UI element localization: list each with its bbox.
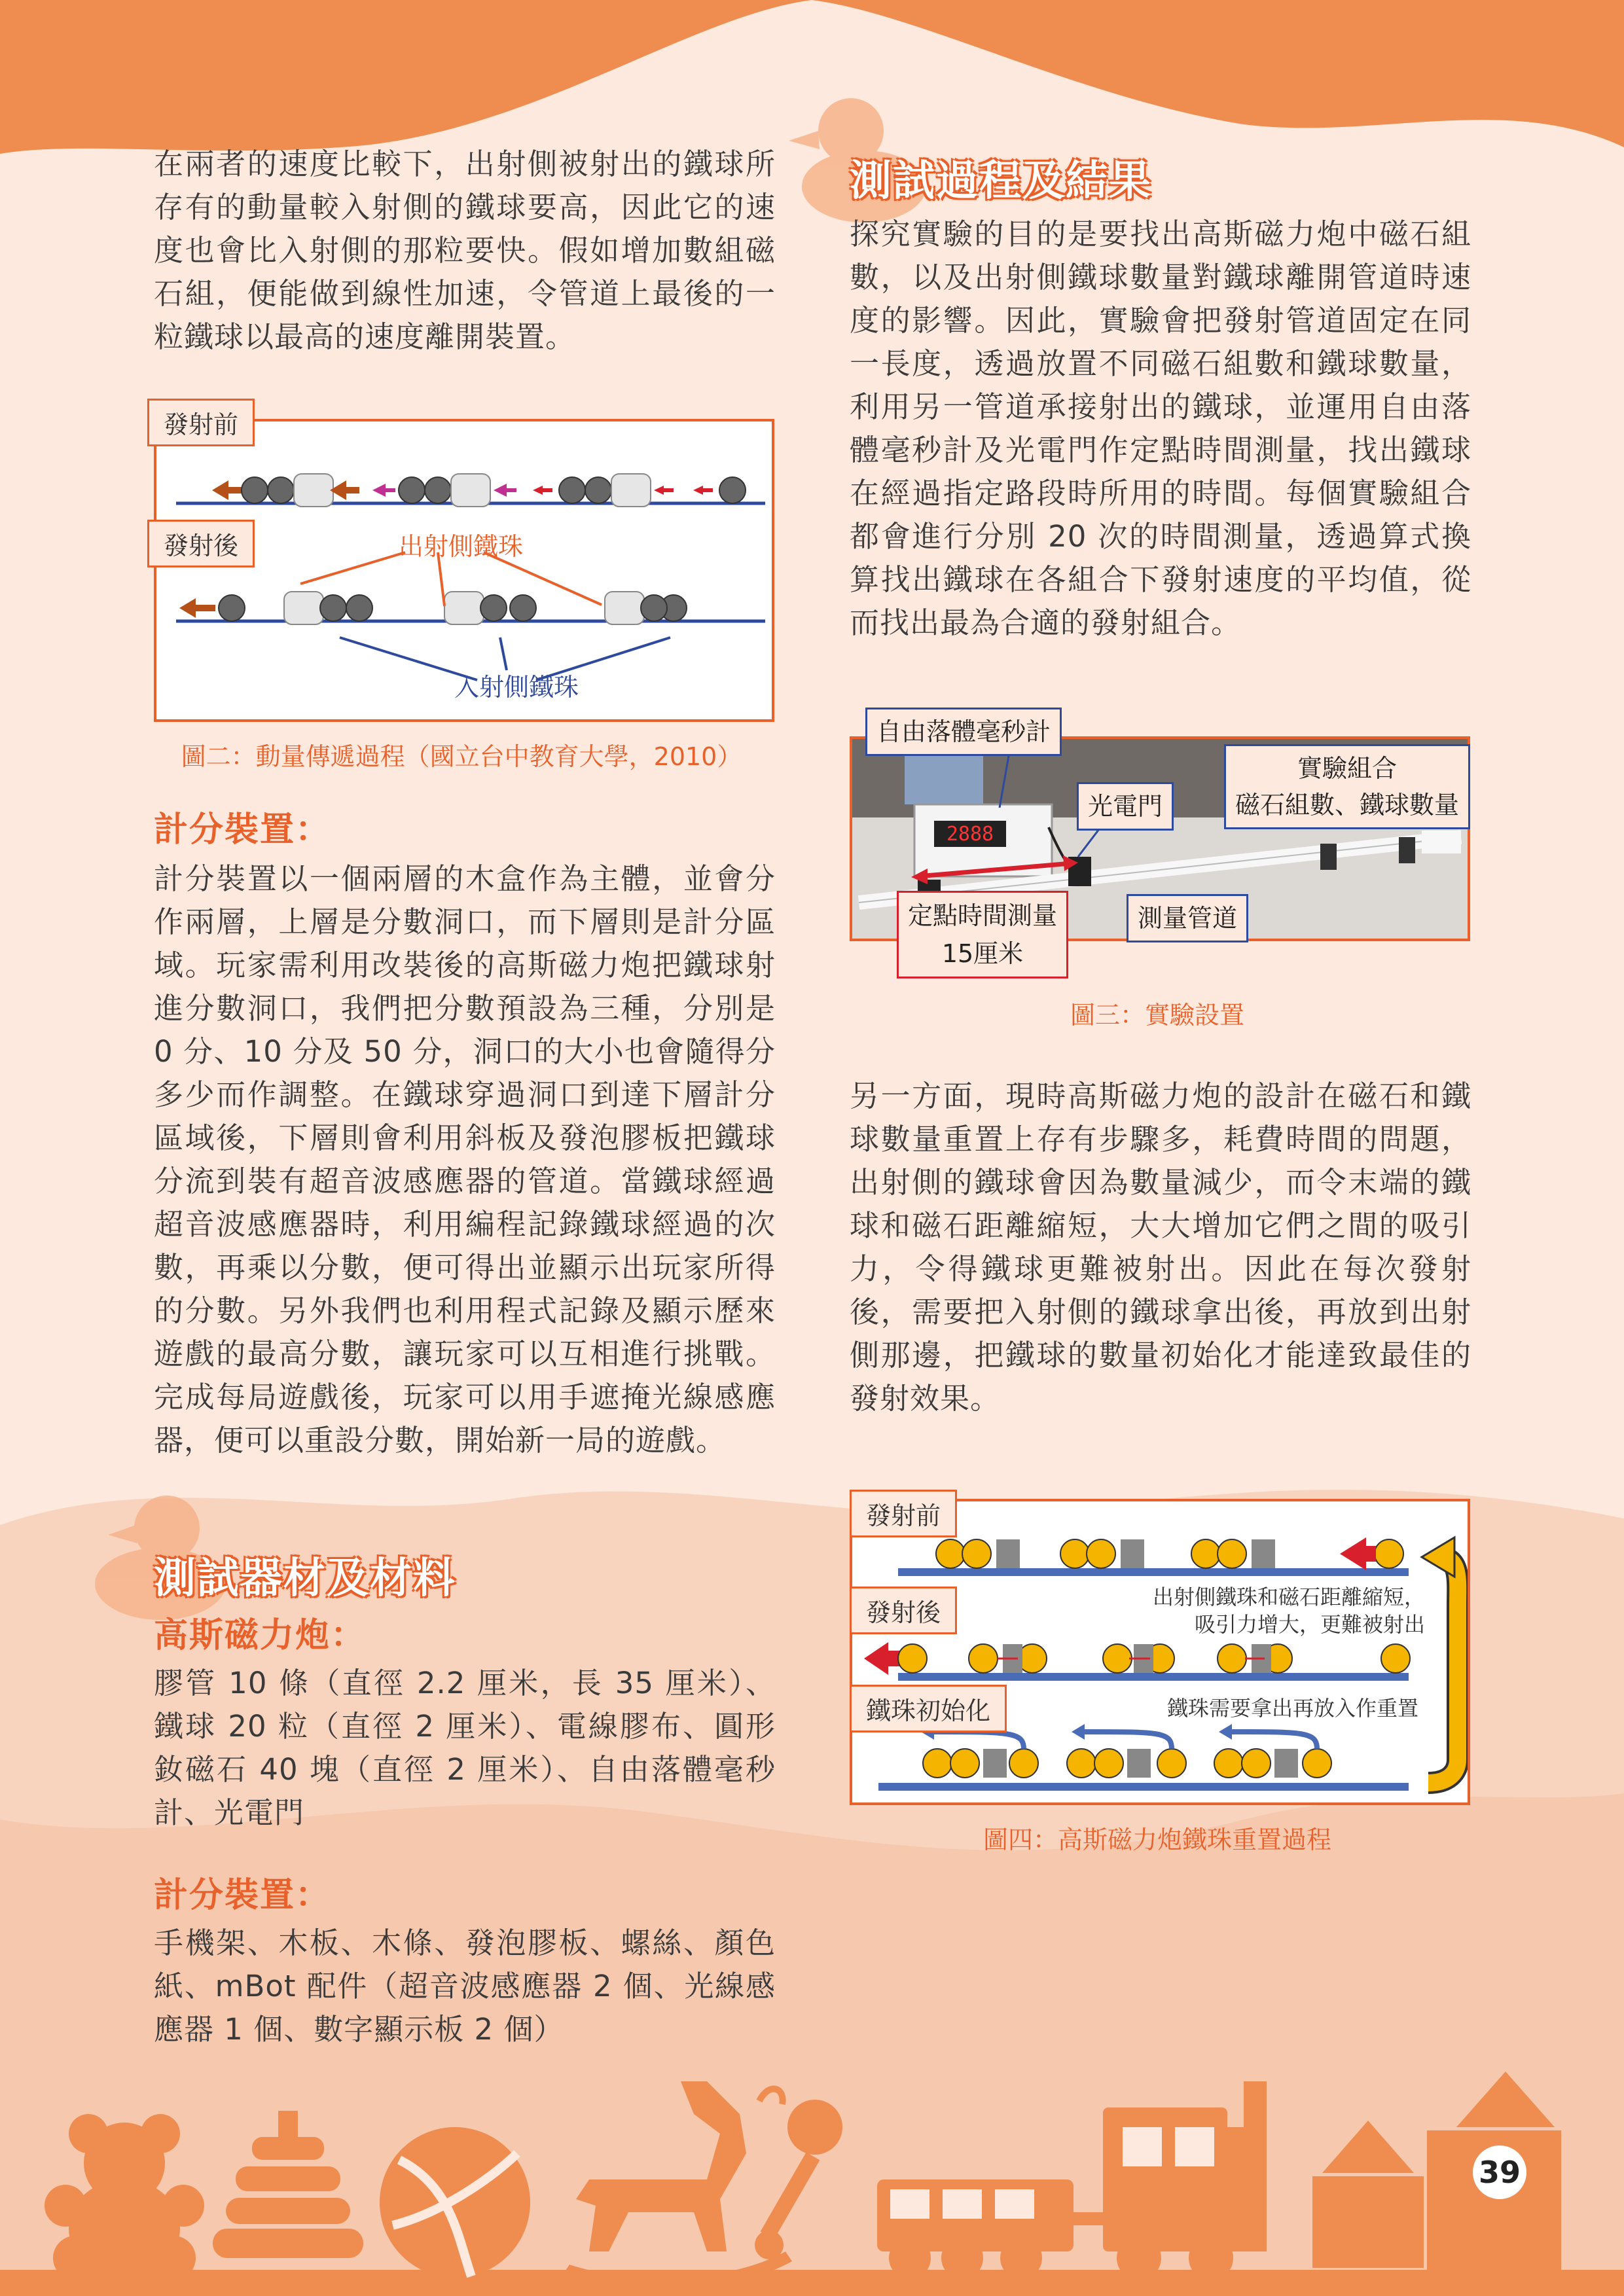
page-number: 39: [1473, 2145, 1526, 2199]
figure-4-tag-reset: 鐵珠初始化: [850, 1685, 1007, 1732]
figure-3-combination-title: 實驗組合: [1297, 754, 1398, 783]
figure-3-fixed-point-distance: 15厘米: [941, 939, 1024, 968]
figure-2-label-entry-side: 入射側鐵珠: [454, 673, 579, 702]
figure-3-caption: 圖三：實驗設置: [1070, 1001, 1244, 1030]
scoring-heading: 計分裝置：: [154, 810, 331, 850]
testing-heading: 測試過程及結果: [850, 157, 1152, 206]
figure-3-label-combination: [1224, 744, 1470, 829]
arrow-left-icon: [533, 486, 552, 495]
figure-2-label-exit-side: 出射側鐵珠: [399, 532, 524, 561]
scoring-paragraph: 計分裝置以一個兩層的木盒作為主體，並會分作兩層，上層是分數洞口，而下層則是計分區域。玩家需利用改裝後的高斯磁力炮把鐵球射進分數洞口，我們把分數預設為三種，分別是 0 分、10 分及 50 分，洞口的大小也會隨得分多少而作調整。在鐵球穿過洞口到達下層計分區域後，下層則會利用斜板及發泡膠板把鐵球分流到裝有超音波感應器的管道。當鐵球經過超音波感應器時，利用編程記錄鐵球經過的次數，再乘以分數，便可得出並顯示出玩家所得的分數。另外我們也利用程式記錄及顯示歷來遊戲的最高分數，讓玩家可以互相進行挑戰。完成每局遊戲後，玩家可以用手遮掩光線感應器，便可以重設分數，開始新一局的遊戲。: [154, 861, 776, 1458]
arrow-up-icon: [1422, 1537, 1454, 1577]
figure-3-experiment-setup: [850, 717, 1470, 968]
figure-4-note-distance: [1153, 1583, 1425, 1638]
arrow-left-icon: [1340, 1537, 1376, 1570]
scoring-materials-paragraph: 手機架、木板、木條、發泡膠板、螺絲、顏色紙、mBot 配件（超音波感應器 2 個、光線感應器 1 個、數字顯示板 2 個）: [154, 1926, 776, 2047]
figure-4-note-distance-line-2: 吸引力增大，更難被射出: [1194, 1612, 1425, 1637]
scoring-materials-heading: 計分裝置：: [154, 1876, 331, 1915]
figure-3-label-photogate: 光電門: [1077, 782, 1174, 831]
figure-4-note-reset: 鐵珠需要拿出再放入作重置: [1166, 1696, 1418, 1721]
reset-paragraph: 另一方面，現時高斯磁力炮的設計在磁石和鐵球數量重置上存有步驟多，耗費時間的問題，出射側的鐵球會因為數量減少，而令末端的鐵球和磁石距離縮短，大大增加它們之間的吸引力，令得鐵球更難被射出。因此在每次發射後，需要把入射側的鐵球拿出後，再放到出射側那邊，把鐵球的數量初始化才能達致最佳的發射效果。: [850, 1079, 1471, 1416]
intro-paragraph: 在兩者的速度比較下，出射側被射出的鐵球所存有的動量較入射側的鐵球要高，因此它的速度也會比入射側的那粒要快。假如增加數組磁石組，便能做到線性加速，令管道上最後的一粒鐵球以最高的速度離開裝置。: [154, 147, 776, 354]
figure-4-reset-process: [850, 1499, 1470, 1805]
figure-3-label-fixed-point: [897, 891, 1068, 978]
gauss-materials-paragraph: 膠管 10 條（直徑 2.2 厘米，長 35 厘米）、鐵球 20 粒（直徑 2 厘米）、電線膠布、圓形釹磁石 40 塊（直徑 2 厘米）、自由落體毫秒計、光電門: [154, 1666, 776, 1830]
figure-4-note-distance-line-1: 出射側鐵珠和磁石距離縮短，: [1152, 1585, 1425, 1609]
arrow-left-icon: [654, 486, 674, 495]
figure-2-caption: 圖二：動量傳遞過程（國立台中教育大學，2010）: [181, 742, 742, 771]
figure-4-tag-after: 發射後: [850, 1587, 957, 1634]
arrow-left-icon: [494, 484, 516, 497]
figure-3-combination-detail: 磁石組數、鐵球數量: [1235, 791, 1460, 819]
gauss-heading: 高斯磁力炮：: [154, 1616, 367, 1655]
beach-ball-icon: [380, 2127, 530, 2278]
arrow-left-icon: [372, 484, 395, 497]
figure-4-tag-before: 發射前: [850, 1490, 957, 1537]
timer-display: 2888: [946, 823, 994, 846]
arrow-left-icon: [693, 486, 713, 495]
figure-3-label-pipe: 測量管道: [1127, 894, 1248, 942]
materials-heading: 測試器材及材料: [154, 1554, 456, 1603]
arrow-left-icon: [179, 598, 215, 618]
figure-2-tag-after: 發射後: [147, 520, 255, 567]
figure-3-fixed-point-title: 定點時間測量: [908, 901, 1058, 930]
figure-2-momentum-transfer: [154, 410, 774, 722]
figure-4-caption: 圖四：高斯磁力炮鐵珠重置過程: [983, 1825, 1331, 1854]
figure-2-tag-before: 發射前: [147, 399, 255, 446]
figure-3-label-timer: 自由落體毫秒計: [865, 708, 1062, 756]
testing-paragraph: 探究實驗的目的是要找出高斯磁力炮中磁石組數，以及出射側鐵球數量對鐵球離開管道時速度的影響。因此，實驗會把發射管道固定在同一長度，透過放置不同磁石組數和鐵球數量，利用另一管道承接射出的鐵球，並運用自由落體毫秒計及光電門作定點時間測量，找出鐵球在經過指定路段時所用的時間。每個實驗組合都會進行分別 20 次的時間測量，透過算式換算找出鐵球在各組合下發射速度的平均值，從而找出最為合適的發射組合。: [850, 217, 1471, 640]
arrow-left-icon: [330, 480, 359, 500]
